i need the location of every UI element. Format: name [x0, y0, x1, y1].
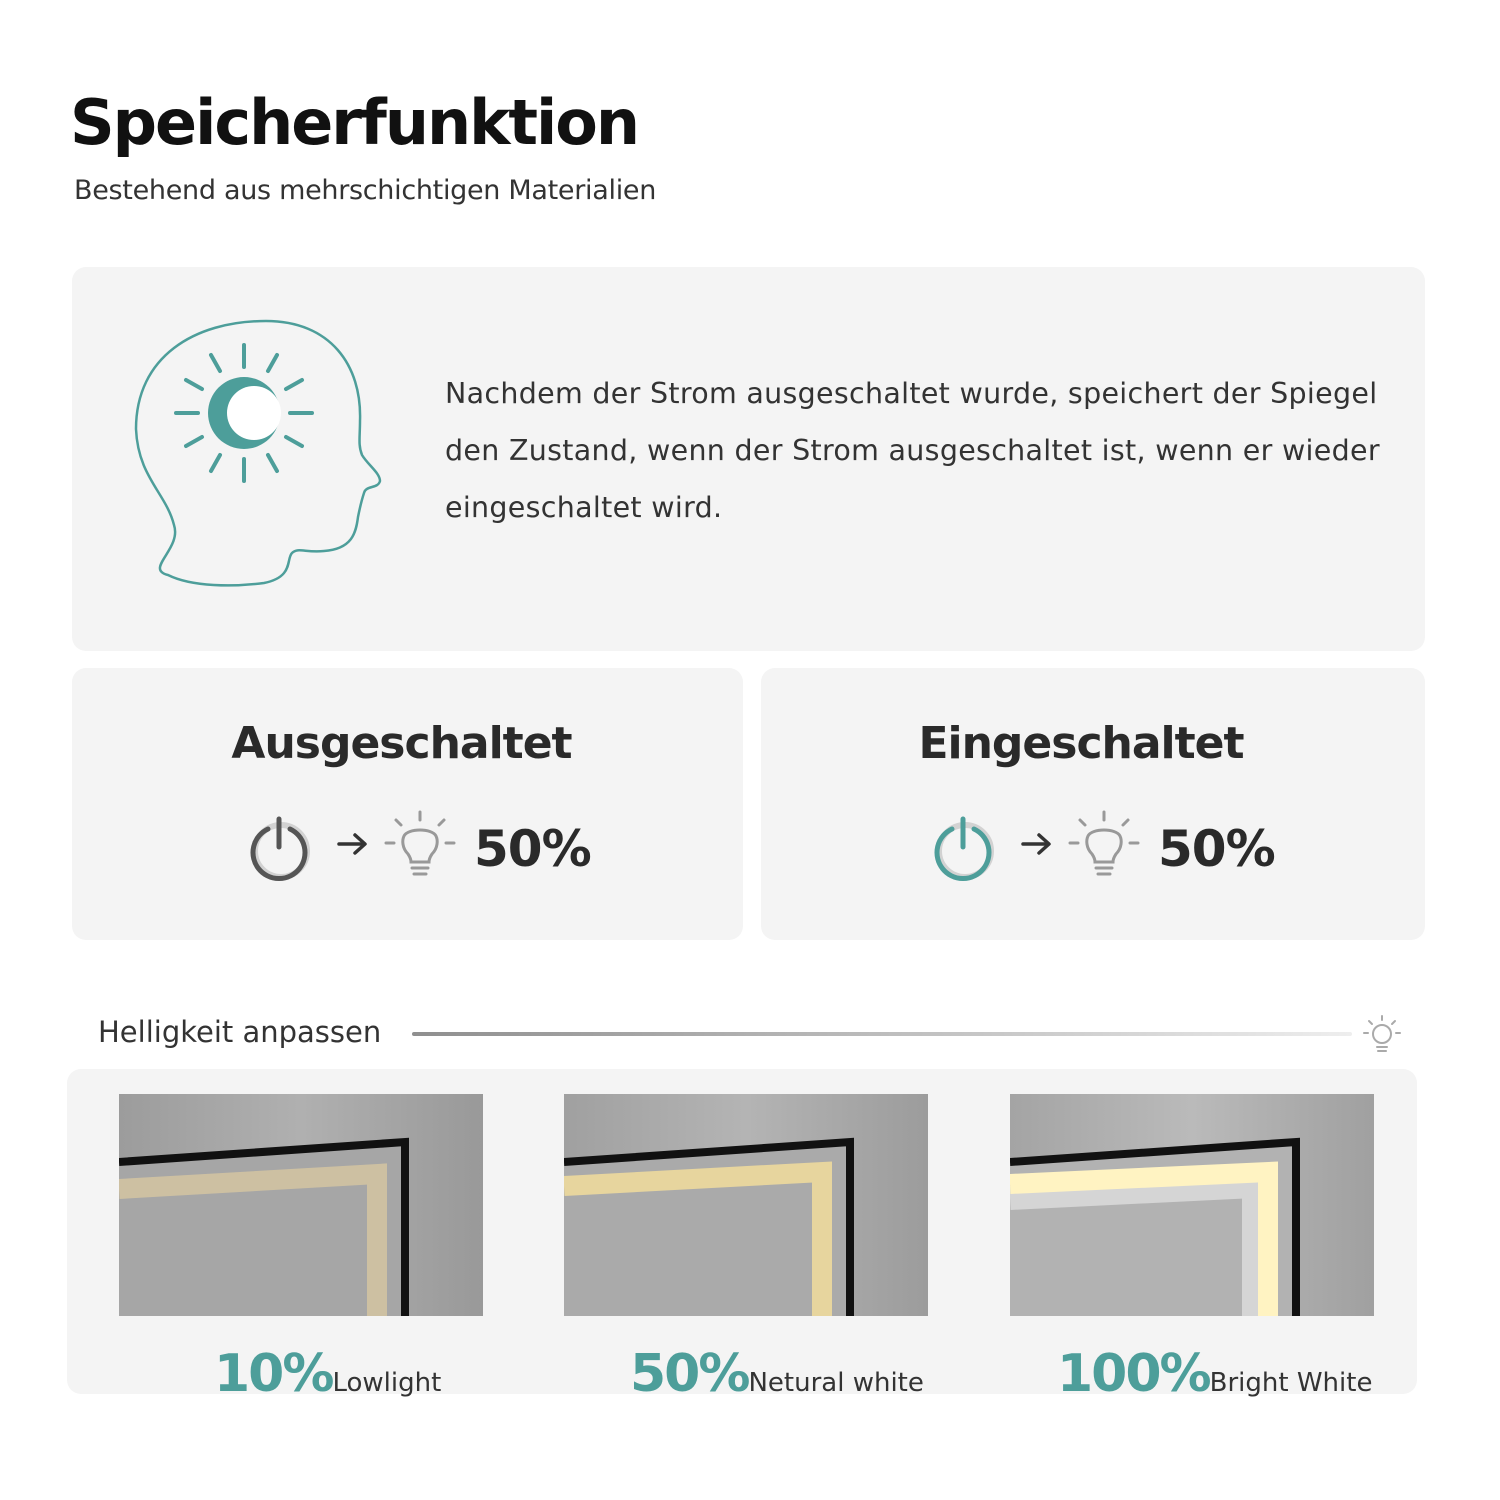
head-with-sun-moon-icon: [134, 317, 384, 589]
level-name: Bright White: [1209, 1368, 1373, 1398]
on-state-panel: [761, 668, 1425, 940]
level-percent: 100%: [1057, 1344, 1210, 1404]
level-caption: [214, 1344, 441, 1404]
arrow-right-icon: [1020, 832, 1054, 856]
mirror-preview-image: [119, 1094, 483, 1316]
page-title: Speicherfunktion: [70, 86, 638, 159]
level-name: Netural white: [748, 1368, 924, 1398]
memory-description: Nachdem der Strom ausgeschaltet wurde, speichert der Spiegel den Zustand, wenn der Strom ausgeschaltet ist, wenn er wieder eingeschaltet wird.: [445, 377, 1380, 524]
power-icon: [244, 813, 314, 883]
mirror-preview-image: [1010, 1094, 1374, 1316]
sun-bulb-icon: [1362, 1014, 1402, 1056]
brightness-panel: [67, 1069, 1417, 1404]
level-percent: 50%: [630, 1344, 749, 1404]
on-state-percent: 50%: [1158, 820, 1275, 878]
on-state-title: Eingeschaltet: [918, 718, 1244, 769]
brightness-gradient-line: [412, 1032, 1352, 1036]
level-caption: [630, 1344, 924, 1404]
level-caption: [1057, 1344, 1372, 1404]
level-name: Lowlight: [332, 1368, 442, 1398]
arrow-right-icon: [336, 832, 370, 856]
brightness-label: Helligkeit anpassen: [98, 1015, 382, 1049]
mirror-preview-image: [564, 1094, 928, 1316]
memory-panel: [72, 267, 1425, 651]
off-state-percent: 50%: [474, 820, 591, 878]
bulb-icon: [384, 810, 456, 882]
off-state-panel: [72, 668, 743, 940]
off-state-title: Ausgeschaltet: [231, 718, 572, 769]
page-subtitle: Bestehend aus mehrschichtigen Materialien: [74, 175, 657, 206]
bulb-icon: [1068, 810, 1140, 882]
level-percent: 10%: [214, 1344, 333, 1404]
power-icon: [928, 813, 998, 883]
